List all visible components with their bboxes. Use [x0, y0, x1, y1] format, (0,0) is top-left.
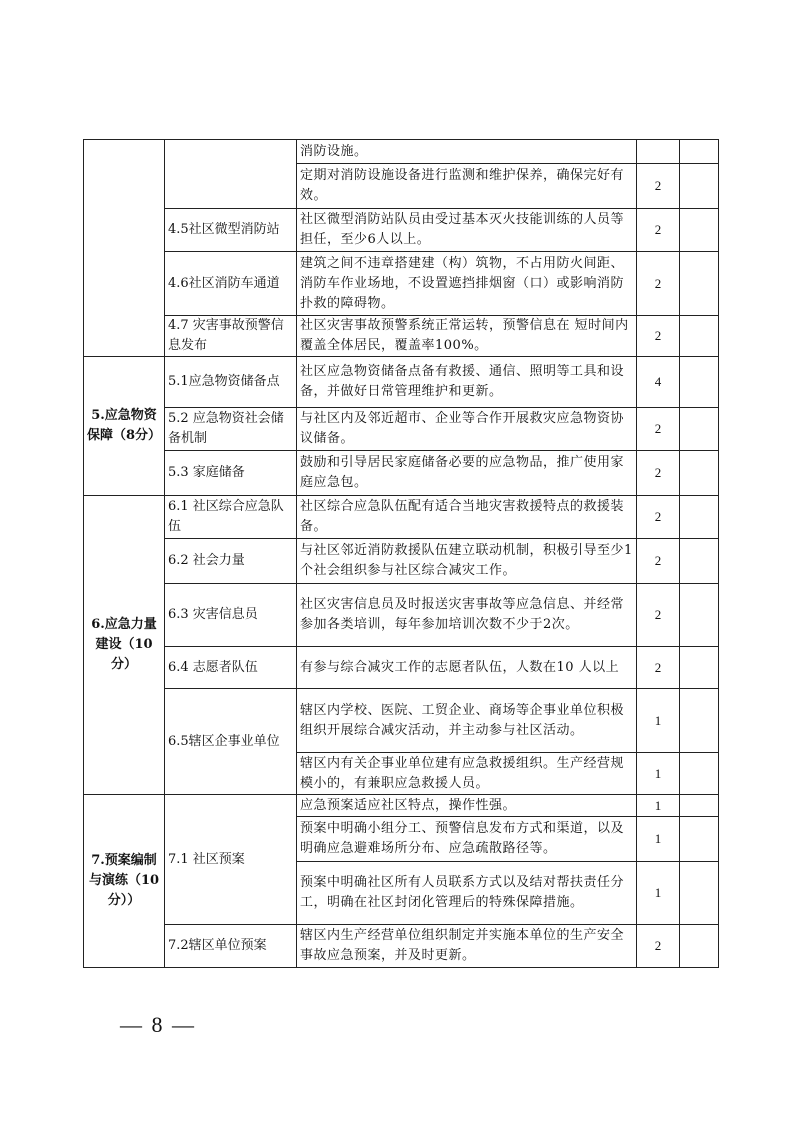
description-cell: 应急预案适应社区特点，操作性强。 — [297, 795, 637, 817]
item-cell: 6.2 社会力量 — [165, 539, 297, 584]
table-row — [84, 647, 719, 689]
remarks-cell — [680, 408, 719, 451]
category-cell-continued — [84, 140, 165, 357]
score-cell: 2 — [637, 647, 680, 689]
page-number: — 8 — — [120, 1012, 196, 1037]
table-row — [84, 316, 719, 357]
remarks-cell — [680, 496, 719, 539]
score-cell: 1 — [637, 795, 680, 817]
description-cell: 预案中明确社区所有人员联系方式以及结对帮扶责任分工，明确在社区封闭化管理后的特殊保障措施。 — [297, 862, 637, 925]
category-cell: 7.预案编制与演练（10分）） — [84, 795, 165, 968]
table-row — [84, 496, 719, 539]
description-cell: 有参与综合减灾工作的志愿者队伍，人数在10 人以上 — [297, 647, 637, 689]
remarks-cell — [680, 689, 719, 753]
remarks-cell — [680, 925, 719, 968]
item-cell: 6.3 灾害信息员 — [165, 584, 297, 647]
item-cell: 6.1 社区综合应急队伍 — [165, 496, 297, 539]
remarks-cell — [680, 252, 719, 316]
item-cell: 4.7 灾害事故预警信息发布 — [165, 316, 297, 357]
score-cell: 2 — [637, 925, 680, 968]
category-cell: 5.应急物资保障（8分） — [84, 357, 165, 496]
score-cell: 2 — [637, 451, 680, 496]
score-cell: 2 — [637, 252, 680, 316]
score-cell: 2 — [637, 316, 680, 357]
description-cell: 社区微型消防站队员由受过基本灭火技能训练的人员等担任，至少6人以上。 — [297, 209, 637, 252]
description-cell: 辖区内生产经营单位组织制定并实施本单位的生产安全事故应急预案，并及时更新。 — [297, 925, 637, 968]
table-row — [84, 252, 719, 316]
remarks-cell — [680, 795, 719, 817]
description-cell: 社区灾害信息员及时报送灾害事故等应急信息、并经常参加各类培训，每年参加培训次数不少于2次。 — [297, 584, 637, 647]
table-row — [84, 408, 719, 451]
item-cell: 6.4 志愿者队伍 — [165, 647, 297, 689]
table-row — [84, 925, 719, 968]
remarks-cell — [680, 357, 719, 408]
item-cell: 7.1 社区预案 — [165, 795, 297, 925]
item-cell: 5.1应急物资储备点 — [165, 357, 297, 408]
description-cell: 与社区内及邻近超市、企业等合作开展救灾应急物资协议储备。 — [297, 408, 637, 451]
score-cell: 4 — [637, 357, 680, 408]
description-cell: 定期对消防设施设备进行监测和维护保养，确保完好有效。 — [297, 164, 637, 209]
item-cell: 4.5社区微型消防站 — [165, 209, 297, 252]
remarks-cell — [680, 209, 719, 252]
table-row — [84, 209, 719, 252]
remarks-cell — [680, 584, 719, 647]
remarks-cell — [680, 647, 719, 689]
score-cell: 2 — [637, 539, 680, 584]
score-cell: 1 — [637, 817, 680, 862]
table-row — [84, 584, 719, 647]
description-cell: 辖区内有关企事业单位建有应急救援组织。生产经营规模小的，有兼职应急救援人员。 — [297, 753, 637, 795]
description-cell: 与社区邻近消防救援队伍建立联动机制，积极引导至少1个社会组织参与社区综合减灾工作。 — [297, 539, 637, 584]
description-cell: 建筑之间不违章搭建建（构）筑物，不占用防火间距、消防车作业场地，不设置遮挡排烟窗（口）或影响消防扑救的障碍物。 — [297, 252, 637, 316]
score-cell: 2 — [637, 408, 680, 451]
scoring-table — [83, 139, 719, 968]
score-cell: 1 — [637, 862, 680, 925]
description-cell: 社区应急物资储备点备有救援、通信、照明等工具和设备，并做好日常管理维护和更新。 — [297, 357, 637, 408]
remarks-cell — [680, 451, 719, 496]
item-cell: 7.2辖区单位预案 — [165, 925, 297, 968]
score-cell: 2 — [637, 164, 680, 209]
remarks-cell — [680, 862, 719, 925]
remarks-cell — [680, 539, 719, 584]
score-cell: 2 — [637, 209, 680, 252]
table-row — [84, 451, 719, 496]
score-cell: 2 — [637, 496, 680, 539]
table-row — [84, 539, 719, 584]
item-cell-continued — [165, 140, 297, 209]
description-cell: 鼓励和引导居民家庭储备必要的应急物品，推广使用家庭应急包。 — [297, 451, 637, 496]
remarks-cell — [680, 753, 719, 795]
remarks-cell — [680, 316, 719, 357]
table-row — [84, 140, 719, 164]
category-cell: 6.应急力量建设（10分） — [84, 496, 165, 795]
table-row — [84, 689, 719, 753]
score-cell: 2 — [637, 584, 680, 647]
description-cell: 辖区内学校、医院、工贸企业、商场等企事业单位积极组织开展综合减灾活动，并主动参与社区活动。 — [297, 689, 637, 753]
description-cell: 消防设施。 — [297, 140, 637, 164]
item-cell: 4.6社区消防车通道 — [165, 252, 297, 316]
score-cell: 1 — [637, 689, 680, 753]
item-cell: 6.5辖区企事业单位 — [165, 689, 297, 795]
score-cell — [637, 140, 680, 164]
description-cell: 预案中明确小组分工、预警信息发布方式和渠道，以及明确应急避难场所分布、应急疏散路径等。 — [297, 817, 637, 862]
table-row — [84, 357, 719, 408]
item-cell: 5.2 应急物资社会储备机制 — [165, 408, 297, 451]
description-cell: 社区综合应急队伍配有适合当地灾害救援特点的救援装备。 — [297, 496, 637, 539]
remarks-cell — [680, 140, 719, 164]
remarks-cell — [680, 164, 719, 209]
item-cell: 5.3 家庭储备 — [165, 451, 297, 496]
score-cell: 1 — [637, 753, 680, 795]
description-cell: 社区灾害事故预警系统正常运转，预警信息在 短时间内覆盖全体居民，覆盖率100%。 — [297, 316, 637, 357]
table-row — [84, 795, 719, 817]
remarks-cell — [680, 817, 719, 862]
